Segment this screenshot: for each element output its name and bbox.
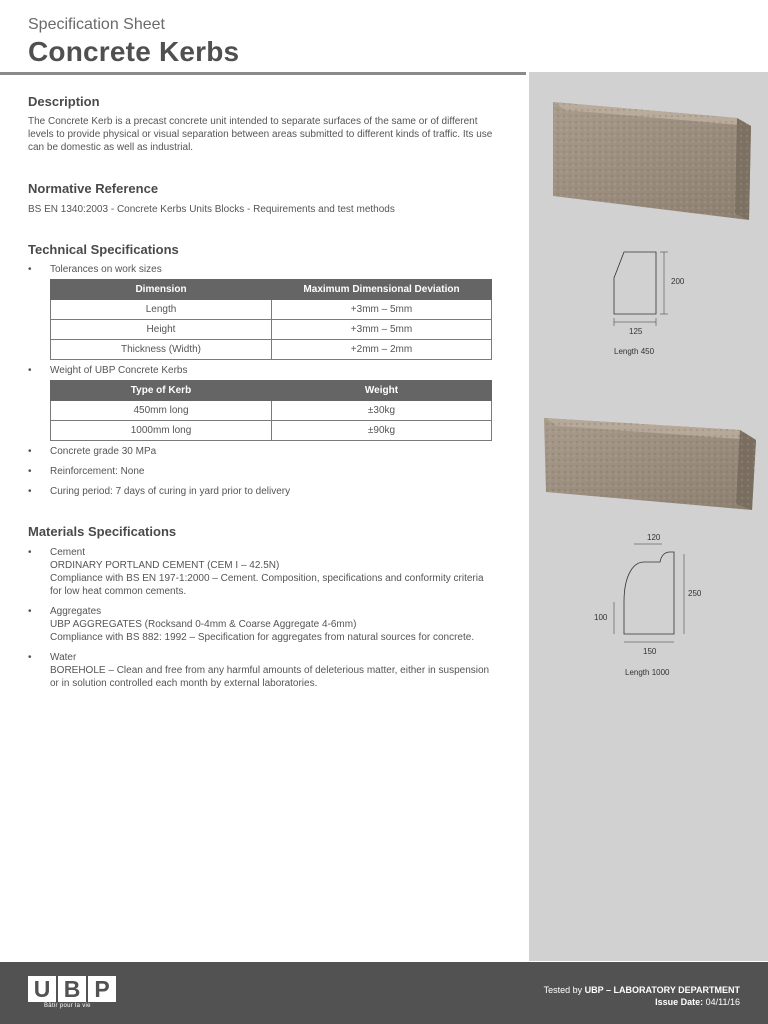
ubp-logo — [28, 976, 118, 1002]
material-title: • Aggregates — [50, 606, 102, 617]
table-header: Dimension — [51, 280, 272, 300]
table-cell: Length — [51, 300, 272, 320]
tested-prefix: Tested by — [543, 985, 583, 995]
header-divider — [0, 72, 526, 75]
table-cell: +2mm – 2mm — [272, 340, 492, 360]
weight-table — [50, 380, 492, 441]
material-title: • Cement — [50, 547, 86, 558]
table-cell: +3mm – 5mm — [272, 300, 492, 320]
table-header: Type of Kerb — [51, 381, 272, 401]
reinforcement: • Reinforcement: None — [28, 465, 496, 478]
table-cell: 450mm long — [51, 401, 272, 421]
drawing-caption-450: Length 450 — [614, 347, 655, 356]
kerb-1000-drawing — [610, 540, 690, 648]
tolerances-label: • Tolerances on work sizes — [28, 263, 496, 276]
table-header: Weight — [272, 381, 492, 401]
logo-letter: P — [88, 976, 116, 1002]
dim-height-200: 200 — [671, 277, 685, 286]
logo-letter: U — [28, 976, 56, 1002]
table-row — [51, 320, 492, 340]
page-footer — [0, 962, 768, 1024]
footer-info — [544, 984, 740, 1008]
table-cell: +3mm – 5mm — [272, 320, 492, 340]
materials-heading: Materials Specifications — [28, 524, 177, 539]
table-row — [51, 340, 492, 360]
logo-letter: B — [58, 976, 86, 1002]
dim-height-250: 250 — [688, 589, 702, 598]
table-row — [51, 300, 492, 320]
tested-by: UBP – LABORATORY DEPARTMENT — [584, 985, 740, 995]
material-item-cement — [28, 546, 496, 598]
issue-date: 04/11/16 — [705, 997, 740, 1007]
kerb-450-drawing — [600, 246, 680, 332]
material-line: UBP AGGREGATES (Rocksand 0-4mm & Coarse Aggregate 4-6mm) — [50, 619, 357, 630]
kerb-1000-photo — [540, 410, 760, 516]
material-title: • Water — [50, 652, 77, 663]
curing-period: • Curing period: 7 days of curing in yard prior to delivery — [28, 485, 496, 498]
technical-heading: Technical Specifications — [28, 242, 179, 257]
table-cell: ±90kg — [272, 421, 492, 441]
table-cell: ±30kg — [272, 401, 492, 421]
description-text: The Concrete Kerb is a precast concrete unit intended to separate surfaces of the same or of different levels to provide physical or visual separation between areas submitted to different kinds of traffic. Its use can be domestic as well as industrial. — [28, 116, 493, 153]
concrete-grade: • Concrete grade 30 MPa — [28, 445, 496, 458]
table-cell: 1000mm long — [51, 421, 272, 441]
issue-label: Issue Date: — [655, 997, 704, 1007]
table-cell: Thickness (Width) — [51, 340, 272, 360]
main-content — [28, 94, 496, 690]
page-title: Concrete Kerbs — [28, 36, 240, 67]
dim-width-125: 125 — [629, 327, 643, 336]
kerb-450-photo — [545, 96, 755, 228]
table-row — [51, 401, 492, 421]
weight-label: • Weight of UBP Concrete Kerbs — [28, 364, 496, 377]
table-row — [51, 421, 492, 441]
material-line: BOREHOLE – Clean and free from any harmful amounts of deleterious matter, either in suspension or in solution controlled each month by external laboratories. — [50, 665, 490, 689]
dim-top-120: 120 — [647, 533, 661, 542]
table-header: Maximum Dimensional Deviation — [272, 280, 492, 300]
table-cell: Height — [51, 320, 272, 340]
page-header — [28, 16, 239, 68]
material-item-water — [28, 651, 496, 690]
dim-width-150: 150 — [643, 647, 657, 656]
drawing-caption-1000: Length 1000 — [625, 668, 670, 677]
description-heading: Description — [28, 94, 100, 109]
document-kicker: Specification Sheet — [28, 16, 165, 33]
material-line: Compliance with BS EN 197-1:2000 – Cement. Composition, specifications and conformity criteria for low heat common cements. — [50, 573, 484, 597]
logo-tagline: Bâtir pour la vie — [44, 1003, 91, 1009]
normative-heading: Normative Reference — [28, 181, 159, 196]
material-line: Compliance with BS 882: 1992 – Specification for aggregates from natural sources for concrete. — [50, 632, 475, 643]
material-item-aggregates — [28, 605, 496, 644]
material-line: ORDINARY PORTLAND CEMENT (CEM I – 42.5N) — [50, 560, 280, 571]
normative-text: BS EN 1340:2003 - Concrete Kerbs Units Blocks - Requirements and test methods — [28, 204, 395, 215]
dim-side-100: 100 — [594, 613, 608, 622]
tolerances-table — [50, 279, 492, 360]
